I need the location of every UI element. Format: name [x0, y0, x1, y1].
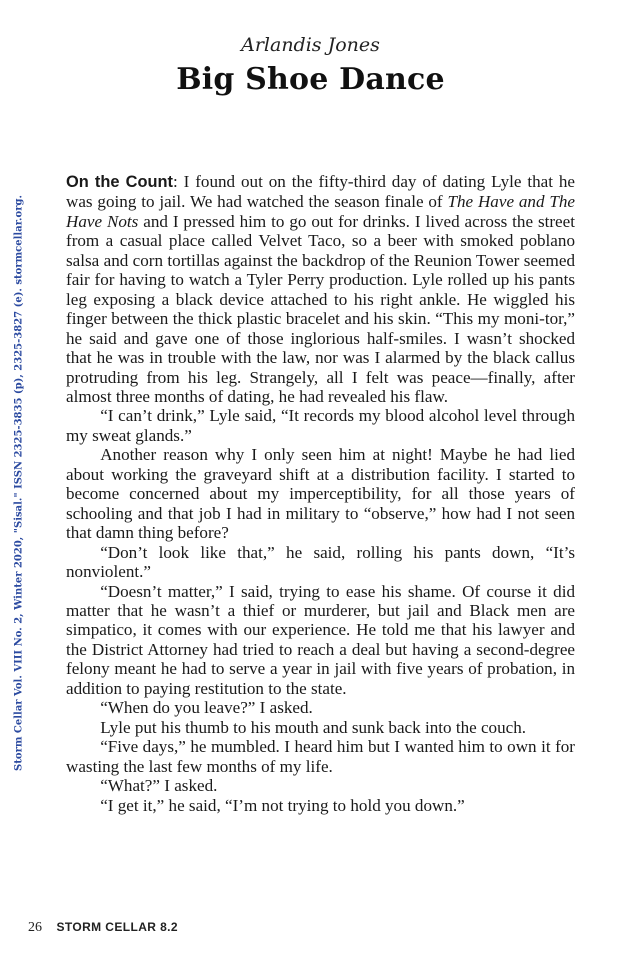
author-name: Arlandis Jones: [241, 34, 380, 56]
paragraph: “I get it,” he said, “I’m not trying to hold you down.”: [100, 795, 465, 815]
section-lead: On the Count: [66, 173, 174, 191]
paragraph: “Five days,” he mumbled. I heard him but I wanted him to own it for wasting the last few months of my life.: [66, 737, 575, 776]
paragraph: “Don’t look like that,” he said, rolling his pants down, “It’s nonviolent.”: [66, 542, 575, 582]
show-title: The Have and The Have Nots: [66, 192, 575, 231]
paragraph: “Doesn’t matter,” I said, trying to ease his shame. Of course it did matter that he wasn’t a thief or murderer, but jail and Black men are simpatico, it comes with our experience. He told me that his lawyer and the District Attorney had tried to reach a deal but having a second-degree felony meant he had to serve a year in jail with five years of probation, in addition to paying restitution to the state.: [66, 581, 575, 698]
page-number: 26: [28, 920, 42, 935]
paragraph: “I can’t drink,” Lyle said, “It records my blood alcohol level through my sweat glands.”: [66, 406, 575, 445]
paragraph: “What?” I asked.: [100, 776, 218, 796]
paragraph-text: : I found out on the fifty-third day of dating Lyle that he was going to jail. We had watched the season finale of: [66, 172, 575, 212]
paragraph: “When do you leave?” I asked.: [100, 698, 313, 718]
paragraph-text: and I pressed him to go out for drinks. I lived across the street from a casual place called Velvet Taco, so a beer with smoked poblano salsa and corn tortillas against the backdrop of the Reunion Tower seemed fair for having to watch a Tyler Perry production. Lyle rolled up his pants leg exposing a black device attached to his right ankle. He wiggled his finger between the thick plastic bracelet and his skin. “This my moni-tor,” he said and gave one of those inglorious half-smiles. I wasn’t shocked that he was in trouble with the law, nor was I alarmed by the black callus protruding from his leg. Strangely, all I felt was peace—finally, after almost three months of dating, he had revealed his flaw.: [66, 211, 575, 406]
journal-name: STORM CELLAR 8.2: [56, 920, 178, 934]
story-title: Big Shoe Dance: [176, 62, 445, 97]
paragraph: Another reason why I only seen him at night! Maybe he had lied about working the graveyard shift at a distribution facility. I started to become concerned about my imperceptibility, for all those years of schooling and that job I had in military to “observe,” how had I not seen that damn thing before?: [66, 445, 575, 543]
paragraph: [66, 172, 575, 406]
citation-text: Storm Cellar Vol. VIII No. 2, Winter 2020, "Sisal." ISSN 2325-3835 (p), 2325-3827 (e). stormcellar.org.: [13, 194, 25, 771]
story-body: [66, 172, 575, 815]
page-footer: [28, 919, 178, 936]
paragraph: Lyle put his thumb to his mouth and sunk back into the couch.: [100, 717, 527, 737]
citation-sidebar: [5, 175, 33, 790]
